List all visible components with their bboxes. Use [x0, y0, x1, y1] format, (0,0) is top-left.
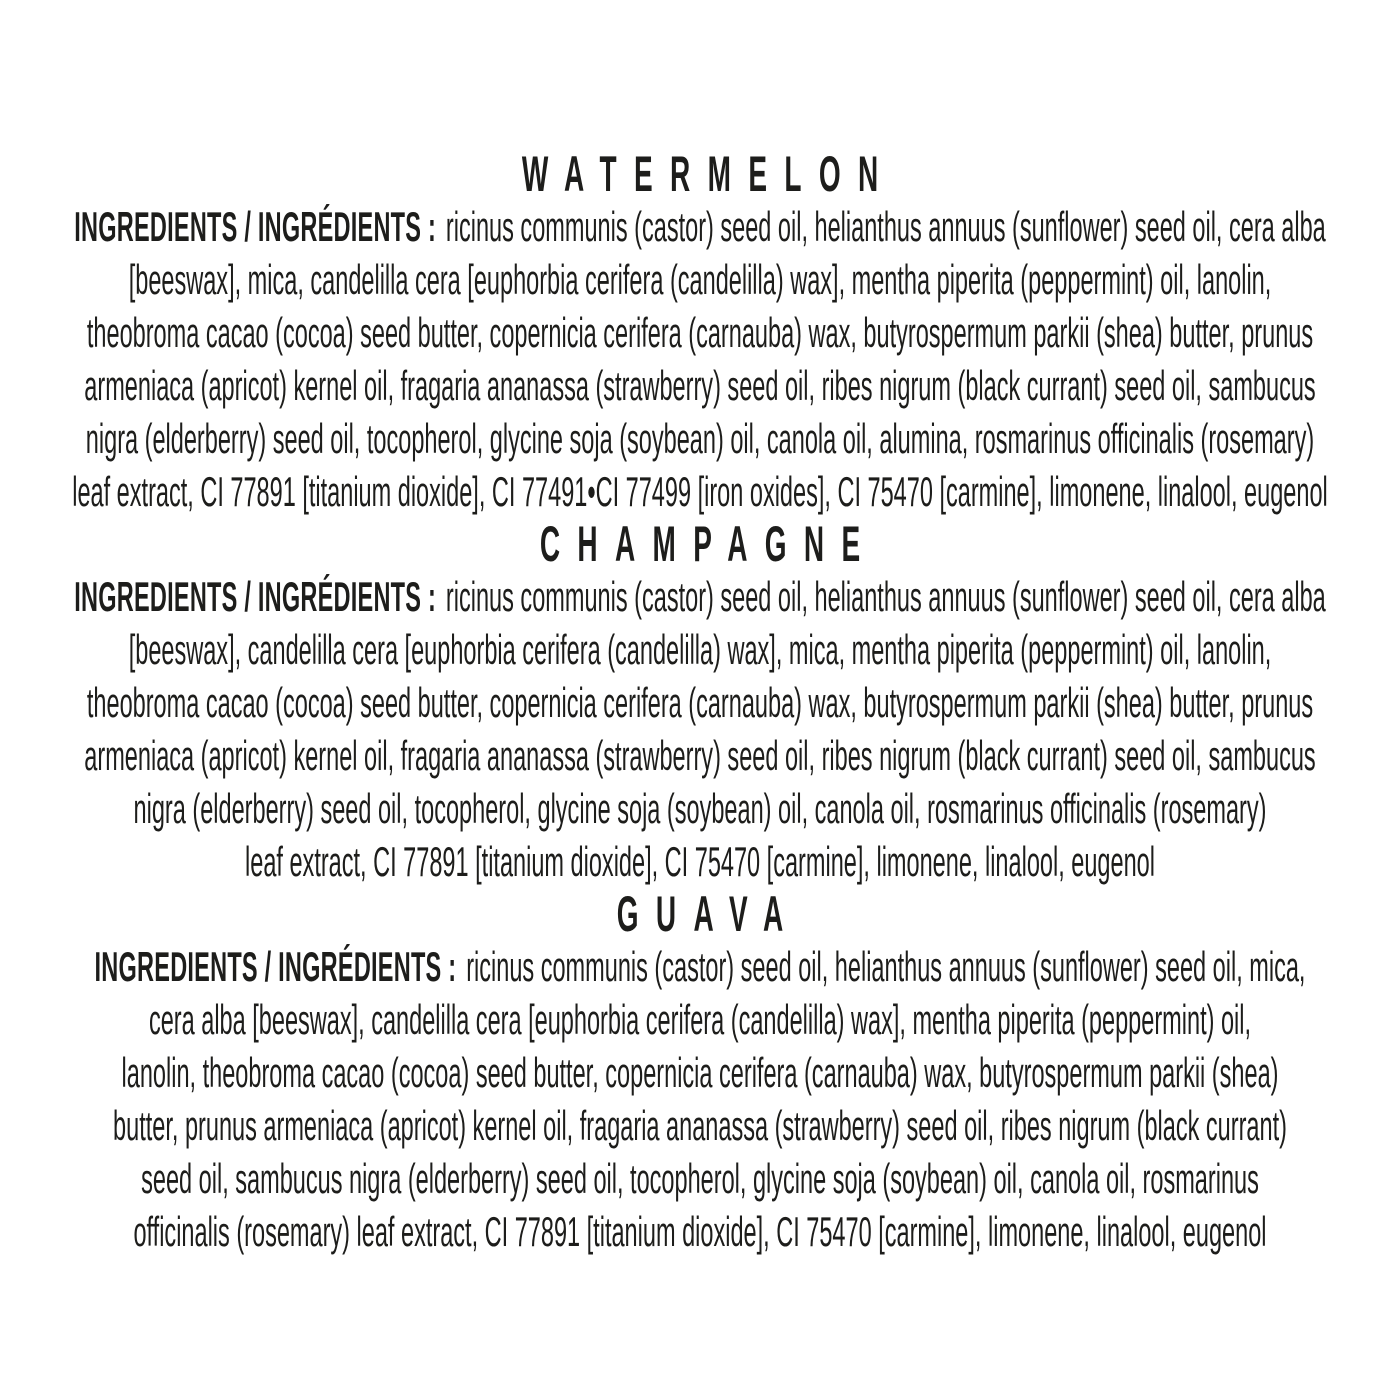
ingredients-line: theobroma cacao (cocoa) seed butter, copernicia cerifera (carnauba) wax, butyrospermum parkii (shea) butter, prunus — [86, 309, 1314, 356]
ingredients-line: butter, prunus armeniaca (apricot) kernel oil, fragaria ananassa (strawberry) seed oil, ribes nigrum (black currant) — [113, 1102, 1287, 1149]
ingredients-line: lanolin, theobroma cacao (cocoa) seed butter, copernicia cerifera (carnauba) wax, butyrospermum parkii (shea) — [121, 1049, 1279, 1096]
ingredients-line: officinalis (rosemary) leaf extract, CI 77891 [titanium dioxide], CI 75470 [carmine], limonene, linalool, eugenol — [133, 1208, 1267, 1255]
flavor-title-guava: GUAVA — [616, 886, 801, 942]
ingredients-line: armeniaca (apricot) kernel oil, fragaria ananassa (strawberry) seed oil, ribes nigrum (black currant) seed oil, sambucus — [84, 362, 1316, 409]
ingredients-line: cera alba [beeswax], candelilla cera [euphorbia cerifera (candelilla) wax], mentha piperita (peppermint) oil, — [148, 996, 1252, 1043]
flavor-section-watermelon — [0, 148, 1400, 518]
flavor-title-watermelon: WATERMELON — [521, 146, 896, 202]
flavor-section-guava — [0, 888, 1400, 1258]
ingredients-line: [beeswax], mica, candelilla cera [euphorbia cerifera (candelilla) wax], mentha piperita (peppermint) oil, lanolin, — [128, 256, 1272, 303]
ingredients-line: armeniaca (apricot) kernel oil, fragaria ananassa (strawberry) seed oil, ribes nigrum (black currant) seed oil, sambucus — [84, 732, 1316, 779]
ingredients-line: nigra (elderberry) seed oil, tocopherol, glycine soja (soybean) oil, canola oil, rosmarinus officinalis (rosemary) — [133, 785, 1267, 832]
ingredients-text: ricinus communis (castor) seed oil, helianthus annuus (sunflower) seed oil, mica, — [466, 943, 1306, 990]
ingredients-line: leaf extract, CI 77891 [titanium dioxide], CI 75470 [carmine], limonene, linalool, eugenol — [245, 838, 1155, 885]
ingredients-line: seed oil, sambucus nigra (elderberry) seed oil, tocopherol, glycine soja (soybean) oil, canola oil, rosmarinus — [141, 1155, 1259, 1202]
ingredients-line: [beeswax], candelilla cera [euphorbia cerifera (candelilla) wax], mica, mentha piperita (peppermint) oil, lanolin, — [128, 626, 1272, 673]
ingredients-text: ricinus communis (castor) seed oil, helianthus annuus (sunflower) seed oil, cera alba — [445, 573, 1326, 620]
ingredients-line: nigra (elderberry) seed oil, tocopherol, glycine soja (soybean) oil, canola oil, alumina, rosmarinus officinalis (rosemary) — [85, 415, 1315, 462]
flavor-section-champagne — [0, 518, 1400, 888]
ingredients-label: INGREDIENTS / INGRÉDIENTS : — [74, 203, 437, 250]
ingredients-line — [0, 570, 1400, 623]
ingredients-line — [0, 940, 1400, 993]
ingredients-label: INGREDIENTS / INGRÉDIENTS : — [94, 943, 457, 990]
ingredients-line — [0, 200, 1400, 253]
ingredients-text: ricinus communis (castor) seed oil, helianthus annuus (sunflower) seed oil, cera alba — [445, 203, 1326, 250]
ingredients-label: INGREDIENTS / INGRÉDIENTS : — [74, 573, 437, 620]
flavor-title-champagne: CHAMPAGNE — [539, 516, 878, 572]
ingredients-line: leaf extract, CI 77891 [titanium dioxide], CI 77491•CI 77499 [iron oxides], CI 75470 [carmine], limonene, linalool, eugenol — [72, 468, 1328, 515]
ingredients-line: theobroma cacao (cocoa) seed butter, copernicia cerifera (carnauba) wax, butyrospermum parkii (shea) butter, prunus — [86, 679, 1314, 726]
